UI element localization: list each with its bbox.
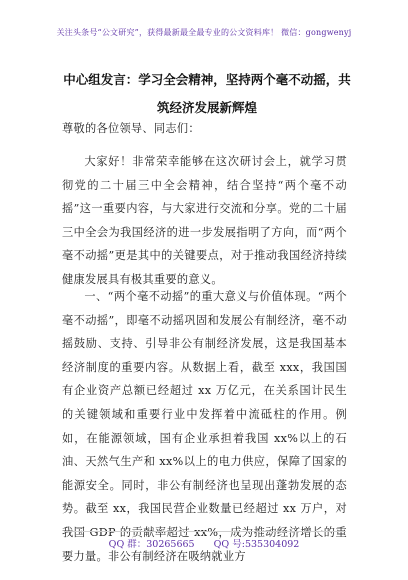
salutation: 尊敬的各位领导、同志们：: [62, 122, 200, 135]
footer-qq-group: QQ 群：30265665: [108, 539, 195, 550]
body-paragraph: 大家好！非常荣幸能够在这次研讨会上，就学习贯彻党的二十届三中全会精神，结合坚持“两个毫不动摇”这一重要内容，与大家进行交流和分享。党的二十届三中全会为我国经济的进一步发展指明了方向，而“两个毫不动摇”更是其中的关键要点，对于推动我国经济持续健康发展具有极其重要的意义。: [62, 155, 347, 286]
header-banner: 关注头条号“公文研究”，获得最新最全最专业的公文资料库！ 微信：gongwenyj: [56, 28, 352, 37]
document-title: 中心组发言：学习全会精神，坚持两个毫不动摇，共筑经济发展新辉煌: [63, 72, 351, 115]
body-paragraph: 一、“两个毫不动摇”的重大意义与价值体现。“两个毫不动摇”，即毫不动摇巩固和发展公有制经济，毫不动摇鼓励、支持、引导非公有制经济发展，这是我国基本经济制度的重要内容。从数据上看，截至 xxx，我国国有企业资产总额已经超过 xx 万亿元，在关系国计民生的关键领域和重要行业中发挥着中流砥柱的作用。例如，在能源领域，国有企业承担着我国 xx%以上的石油、天然气生产和 xx%以上的电力供应，保障了国家的能源安全。同时，非公有制经济也呈现出蓬勃发展的态势。截至 xx，我国民营企业数量已经超过 xx 万户，对我国 GDP 的贡献率超过 xx%，成为推动经济增长的重要力量。非公有制经济在吸纳就业方: [62, 290, 347, 563]
footer-qq-number: QQ 号:535304092: [213, 539, 300, 550]
footer-contact: [0, 536, 408, 550]
footer-divider: [64, 531, 346, 532]
